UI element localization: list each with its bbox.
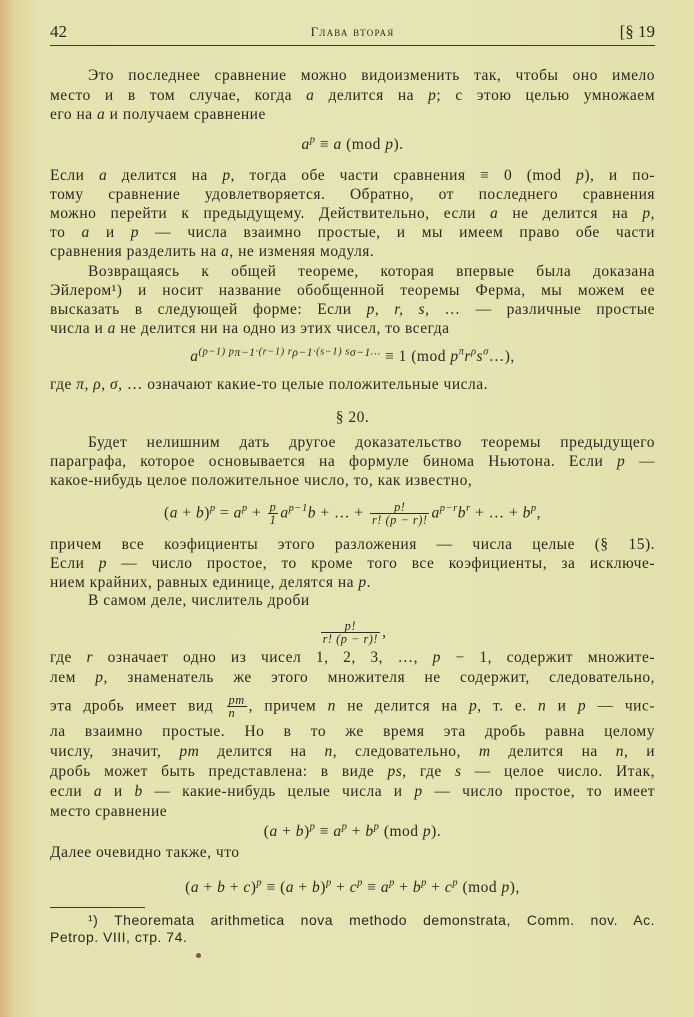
footnote-rule — [50, 907, 145, 908]
text-run: параграфа, которое основывается на формуле бинома Ньютона. Если — [50, 453, 618, 470]
math-variable: c — [349, 879, 358, 896]
text-run: и — [89, 224, 131, 241]
text-line — [50, 648, 655, 668]
text-run: Petrop. VIII, стр. 74. — [50, 929, 188, 945]
text-run: ) — [303, 823, 310, 840]
text-run: место сравнение — [50, 803, 168, 820]
formula — [50, 135, 655, 155]
math-variable: r — [86, 649, 94, 666]
fraction — [321, 620, 381, 646]
nested-superscript: σ−1 — [349, 345, 371, 359]
text-run: Далее очевидно также, что — [50, 844, 240, 861]
math-variable: p — [130, 224, 140, 241]
math-variable: a — [221, 243, 230, 260]
math-variable: a — [107, 320, 116, 337]
text-line — [50, 668, 655, 688]
text-line — [50, 554, 655, 574]
text-run: + … + — [316, 504, 368, 522]
superscript: r — [465, 503, 471, 515]
text-run: его на — [50, 106, 98, 123]
text-run: , т. е. — [477, 697, 539, 715]
text-run: делится на — [490, 743, 616, 760]
text-run: (mod — [379, 823, 423, 840]
text-run: место и в том случае, когда — [50, 87, 307, 104]
text-run: ≡ — [362, 879, 381, 896]
text-run: означает одно из чисел 1, 2, 3, …, — [93, 649, 433, 666]
fraction — [268, 501, 279, 527]
math-variable: b — [365, 823, 374, 840]
superscript: p−1 — [288, 503, 308, 515]
fraction-numerator: p! — [370, 501, 430, 514]
math-variable: r — [464, 348, 471, 365]
text-run: , где — [402, 763, 455, 780]
math-variable: n — [615, 743, 624, 760]
math-variable: b — [412, 879, 422, 896]
math-variable: p — [577, 697, 587, 715]
text-run: + — [199, 879, 218, 896]
math-variable: a — [301, 136, 310, 153]
superscript: σ — [483, 346, 489, 358]
math-variable: b — [295, 823, 304, 840]
math-variable: b — [134, 783, 143, 800]
text-run: сравнения разделить на — [50, 243, 222, 260]
text-line — [50, 281, 655, 301]
text-run: Возвращаясь к общей теореме, которая впервые была доказана — [88, 263, 655, 280]
text-line — [50, 223, 655, 243]
text-run: не делится на — [498, 205, 643, 222]
text-run: + — [277, 823, 296, 840]
text-run: . — [366, 574, 372, 591]
text-run: делится на — [314, 87, 429, 104]
superscript: p−r — [439, 503, 458, 515]
math-variable: a — [233, 504, 242, 522]
math-variable: p — [432, 649, 441, 666]
text-line — [50, 300, 655, 320]
text-run: + — [347, 823, 366, 840]
math-variable: pm — [179, 743, 200, 760]
text-run: Эйлером¹) и носит название обобщенной теоремы Ферма, мы можем ее — [50, 282, 655, 299]
text-run: ). — [393, 136, 404, 153]
text-run: , тогда обе части сравнения ≡ 0 (mod — [230, 167, 577, 184]
text-run: + — [247, 504, 266, 522]
text-run: — число простое, то кроме того все коэфициенты, за исключе- — [106, 555, 655, 572]
math-variable: m — [478, 743, 491, 760]
section-heading — [50, 408, 655, 428]
text-line — [50, 86, 655, 106]
superscript: ρ — [470, 346, 477, 358]
text-run: … означают какие-то целые положительные числа. — [122, 376, 488, 393]
text-run: ) — [320, 879, 326, 896]
math-variable: p — [642, 205, 651, 222]
text-run: ; с этою целью умножаем — [436, 87, 655, 104]
superscript: p — [530, 503, 537, 515]
text-line — [50, 573, 655, 593]
math-variable: s — [454, 763, 462, 780]
text-run: числа и — [50, 320, 108, 337]
math-variable: a — [169, 504, 178, 522]
math-variable: p — [98, 555, 107, 572]
text-line — [50, 433, 655, 453]
math-variable: n — [327, 697, 336, 715]
text-run: — чис- — [586, 697, 655, 715]
text-line — [50, 471, 655, 491]
math-variable: p — [414, 783, 423, 800]
formula — [50, 878, 655, 898]
text-run: то — [50, 224, 82, 241]
footnote-line — [50, 927, 655, 947]
text-run: + — [294, 879, 313, 896]
text-run: , следовательно, — [332, 743, 479, 760]
text-run: ( — [185, 879, 191, 896]
text-run: можно перейти к предыдущему. Действительно, если — [50, 205, 490, 222]
fraction — [370, 501, 430, 527]
math-variable: a — [380, 879, 390, 896]
math-variable: ps — [387, 763, 403, 780]
page-number: 42 — [50, 22, 67, 41]
math-variable: p — [617, 453, 626, 470]
text-run: , — [650, 205, 655, 222]
superscript: p — [421, 877, 427, 889]
text-line — [50, 782, 655, 802]
text-line — [50, 802, 655, 822]
text-run: § 20. — [335, 409, 370, 426]
text-run: Если — [50, 555, 99, 572]
text-run: — числа взаимно простые, и мы имеем право обе части — [139, 224, 655, 241]
text-run: … — различные простые — [429, 301, 655, 318]
text-run: и — [546, 697, 578, 715]
superscript: p — [452, 877, 459, 889]
text-run: + — [225, 879, 244, 896]
math-variable: a — [190, 879, 200, 896]
math-variable: p, r, s, — [366, 301, 430, 318]
text-run: не делится на — [335, 697, 470, 715]
text-line — [50, 452, 655, 472]
math-variable: a — [306, 87, 315, 104]
math-variable: a — [98, 167, 108, 184]
text-line — [50, 591, 655, 611]
text-run: − 1, содержит множите- — [440, 649, 655, 666]
formula — [50, 619, 655, 647]
text-run: + — [331, 879, 350, 896]
math-variable: c — [243, 879, 251, 896]
ink-spot — [196, 953, 201, 958]
text-line — [50, 722, 655, 742]
nested-superscript: ρ−1 — [292, 345, 314, 359]
text-run: не делится ни на одно из этих чисел, то всегда — [115, 320, 450, 337]
nested-superscript: π−1 — [234, 345, 256, 359]
math-variable: a — [333, 823, 342, 840]
superscript: p — [357, 877, 363, 889]
superscript: p — [309, 821, 316, 833]
superscript: π — [458, 346, 465, 358]
text-run: причем все коэфициенты этого разложения — числа целые (§ 15). — [50, 536, 655, 553]
superscript: … — [370, 346, 381, 358]
text-run: , знаменатель же этого множителя не содержит, следовательно, — [103, 669, 655, 686]
text-run: , не изменяя модуля. — [229, 243, 375, 260]
text-line — [50, 204, 655, 224]
math-variable: n — [324, 743, 333, 760]
text-run: ), — [509, 879, 520, 896]
text-run: где — [50, 649, 87, 666]
text-run: , — [382, 623, 387, 641]
text-run: Это последнее сравнение можно видоизменить так, чтобы оно имело — [88, 67, 655, 84]
superscript: p — [373, 821, 380, 833]
superscript: p — [309, 134, 316, 146]
text-run: , причем — [248, 697, 328, 715]
text-line — [50, 185, 655, 205]
math-variable: a — [280, 504, 289, 522]
math-variable: a — [431, 504, 440, 522]
text-run: , — [536, 504, 541, 522]
superscript: ·(r−1) r — [255, 346, 293, 358]
text-line — [50, 742, 655, 762]
text-run: ), и по- — [584, 167, 655, 184]
section-reference: [§ 19 — [619, 22, 655, 41]
text-line — [50, 535, 655, 555]
text-run: ). — [431, 823, 442, 840]
fraction-denominator: n — [228, 706, 236, 721]
math-variable: b — [522, 504, 531, 522]
text-line — [50, 262, 655, 282]
text-run: , и — [623, 743, 656, 760]
superscript: (p−1) p — [198, 346, 235, 358]
text-run: ≡ 1 (mod — [380, 348, 451, 365]
text-line — [50, 693, 655, 721]
text-run: какое-нибудь целое положительное число, то, как известно, — [50, 472, 473, 489]
fraction-numerator: pm — [228, 693, 245, 707]
text-run: + — [394, 879, 413, 896]
math-variable: a — [269, 823, 278, 840]
text-run: (mod — [341, 136, 386, 153]
text-run: — целое число. Итак, — [461, 763, 655, 780]
fraction-numerator: p! — [321, 620, 381, 633]
text-run: ) — [204, 504, 210, 522]
text-run: …), — [488, 348, 515, 365]
text-run: + — [426, 879, 445, 896]
superscript: ·(s−1) s — [313, 346, 350, 358]
text-run: — число простое, то имеет — [422, 783, 655, 800]
formula — [50, 822, 655, 842]
text-run: ¹) Theoremata arithmetica nova methodo demonstrata, Comm. nov. Ac. — [88, 912, 655, 928]
fraction-denominator: r! (p − r)! — [322, 632, 379, 647]
text-line — [50, 319, 655, 339]
text-run: ) — [250, 879, 257, 896]
text-run: (mod — [458, 879, 502, 896]
text-run: дробь может быть представлена: в виде — [50, 763, 388, 780]
fraction-denominator: r! (p − r)! — [371, 513, 428, 528]
math-variable: s — [476, 348, 484, 365]
text-line — [50, 166, 655, 186]
math-variable: a — [190, 348, 199, 365]
text-run: ≡ — [315, 136, 334, 153]
text-run: делится на — [199, 743, 325, 760]
text-run: ла взаимно простые. Но в то же время эта дробь равна целому — [50, 723, 655, 740]
fraction-denominator: 1 — [269, 513, 277, 528]
text-line — [50, 375, 655, 395]
text-run: = — [215, 504, 234, 522]
math-variable: p — [469, 697, 478, 715]
text-line — [50, 105, 655, 125]
text-run: ≡ — [315, 823, 334, 840]
math-variable: p — [95, 669, 104, 686]
fraction — [227, 694, 247, 720]
superscript: p — [209, 503, 216, 515]
math-variable: p — [450, 348, 459, 365]
formula — [50, 347, 655, 367]
math-variable: b — [457, 504, 466, 522]
math-variable: b — [307, 504, 316, 522]
chapter-title: Глава вторая — [310, 24, 395, 39]
text-run: нием крайних, равных единице, делятся на — [50, 574, 359, 591]
math-variable: a — [490, 205, 499, 222]
superscript: p — [389, 877, 395, 889]
fraction-numerator: p — [269, 500, 277, 514]
text-run: В самом деле, числитель дроби — [88, 592, 310, 609]
formula — [50, 500, 655, 528]
text-line — [50, 242, 655, 262]
math-variable: p — [422, 823, 432, 840]
math-variable: a — [97, 106, 106, 123]
math-variable: p — [358, 574, 367, 591]
text-run: где — [50, 376, 77, 393]
math-variable: a — [333, 136, 342, 153]
text-run: Будет нелишним дать другое доказательство теоремы предыдущего — [88, 434, 655, 451]
math-variable: a — [285, 879, 295, 896]
text-run: Если — [50, 167, 99, 184]
math-variable: p — [428, 87, 437, 104]
math-variable: n — [538, 697, 547, 715]
text-run: ≡ ( — [262, 879, 286, 896]
text-run: делится на — [107, 167, 223, 184]
text-run: и — [102, 783, 135, 800]
superscript: p — [341, 821, 348, 833]
text-run: лем — [50, 669, 96, 686]
text-run: ( — [263, 823, 270, 840]
text-run: эта дробь имеет вид — [50, 697, 225, 715]
math-variable: b — [217, 879, 226, 896]
math-variable: p — [385, 136, 394, 153]
superscript: p — [325, 877, 332, 889]
text-run: если — [50, 783, 94, 800]
text-line — [50, 762, 655, 782]
math-variable: π, ρ, σ, — [76, 376, 123, 393]
text-run: высказать в следующей форме: Если — [50, 301, 367, 318]
text-run: — какие-нибудь целые числа и — [142, 783, 415, 800]
math-variable: a — [93, 783, 103, 800]
text-run: — — [625, 453, 655, 470]
math-variable: p — [501, 879, 510, 896]
superscript: p — [256, 877, 263, 889]
text-line — [50, 66, 655, 86]
superscript: p — [241, 503, 248, 515]
running-header — [50, 22, 655, 44]
text-run: ( — [164, 504, 170, 522]
math-variable: p — [222, 167, 231, 184]
math-variable: b — [195, 504, 205, 522]
text-line — [50, 843, 655, 863]
math-variable: a — [81, 224, 90, 241]
text-run: тому сравнение удовлетворяется. Обратно, от последнего сравнения — [50, 186, 655, 203]
text-run: + — [177, 504, 196, 522]
math-variable: c — [444, 879, 453, 896]
text-run: + … + — [470, 504, 523, 522]
math-variable: p — [576, 167, 585, 184]
math-variable: b — [312, 879, 321, 896]
header-rule — [50, 45, 655, 46]
text-run: числу, значит, — [50, 743, 180, 760]
text-run: и получаем сравнение — [105, 106, 266, 123]
